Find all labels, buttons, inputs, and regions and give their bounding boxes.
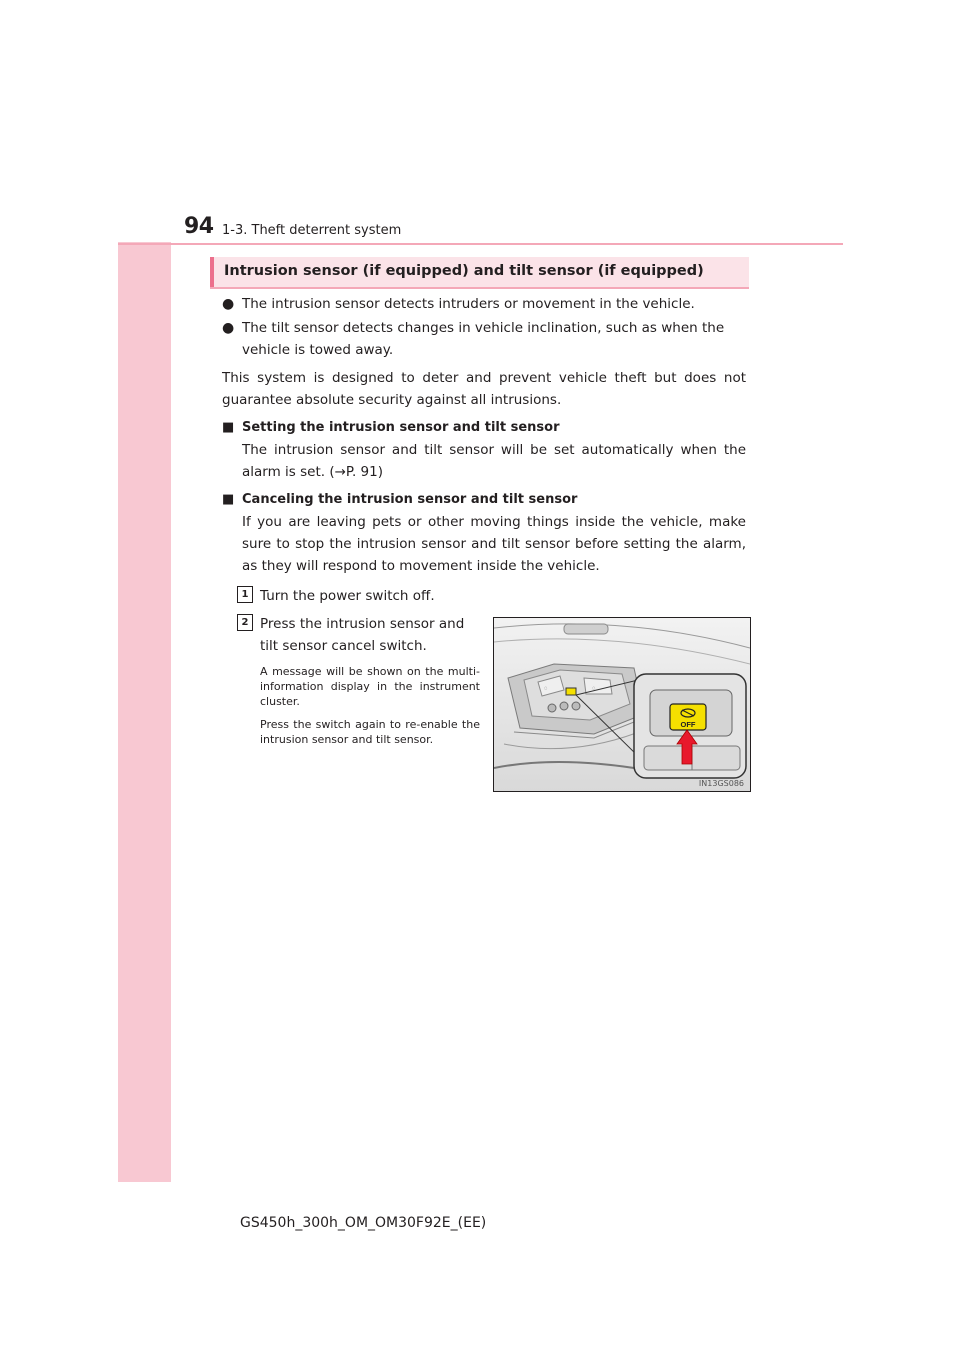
step-text: Turn the power switch off. — [260, 588, 435, 604]
subheading-setting — [222, 417, 746, 439]
section-heading-bar — [210, 257, 749, 289]
page-number: 94 — [184, 214, 214, 239]
note-message: A message will be shown on the multi-information display in the instrument cluster. — [260, 665, 480, 708]
step-number-badge: 1 — [237, 586, 253, 603]
step-number-badge: 2 — [237, 614, 253, 631]
intro-paragraph: This system is designed to deter and prevent vehicle theft but does not guarantee absolute security against all intrusions. — [222, 370, 746, 408]
subheading-canceling — [222, 489, 746, 511]
bullet-icon: ● — [222, 320, 235, 336]
square-bullet-icon: ■ — [222, 420, 235, 435]
page-footer: GS450h_300h_OM_OM30F92E_(EE) — [240, 1215, 487, 1231]
figure-code: IN13GS086 — [698, 779, 744, 788]
subheading-text: Setting the intrusion sensor and tilt sensor — [242, 420, 560, 435]
subheading-text: Canceling the intrusion sensor and tilt sensor — [242, 492, 578, 507]
setting-text: The intrusion sensor and tilt sensor will be set automatically when the alarm is set. (→P. 91) — [242, 442, 746, 480]
svg-text:◌: ◌ — [544, 686, 548, 692]
bullet-text: The tilt sensor detects changes in vehicle inclination, such as when the vehicle is towed away. — [242, 320, 725, 358]
bullet-icon: ● — [222, 296, 235, 312]
canceling-text: If you are leaving pets or other moving things inside the vehicle, make sure to stop the intrusion sensor and tilt sensor before setting the alarm, as they will respond to movement inside the vehicle. — [242, 514, 746, 574]
bullet-text: The intrusion sensor detects intruders or movement in the vehicle. — [242, 296, 695, 312]
bullet-item — [222, 293, 746, 315]
header-rule — [118, 243, 843, 245]
note-reenable: Press the switch again to re-enable the intrusion sensor and tilt sensor. — [260, 718, 480, 746]
body-content — [222, 293, 746, 583]
bullet-item — [222, 317, 746, 361]
console-drawing — [494, 618, 750, 791]
section-heading: Intrusion sensor (if equipped) and tilt sensor (if equipped) — [224, 263, 704, 279]
step-text: Press the intrusion sensor and tilt sensor cancel switch. — [260, 616, 465, 654]
overhead-console-illustration — [493, 617, 751, 792]
svg-text:◌: ◌ — [592, 686, 596, 692]
side-tab-band — [118, 176, 171, 1182]
section-label: 1-3. Theft deterrent system — [222, 223, 402, 238]
off-button-label: OFF — [680, 720, 696, 729]
square-bullet-icon: ■ — [222, 492, 235, 507]
